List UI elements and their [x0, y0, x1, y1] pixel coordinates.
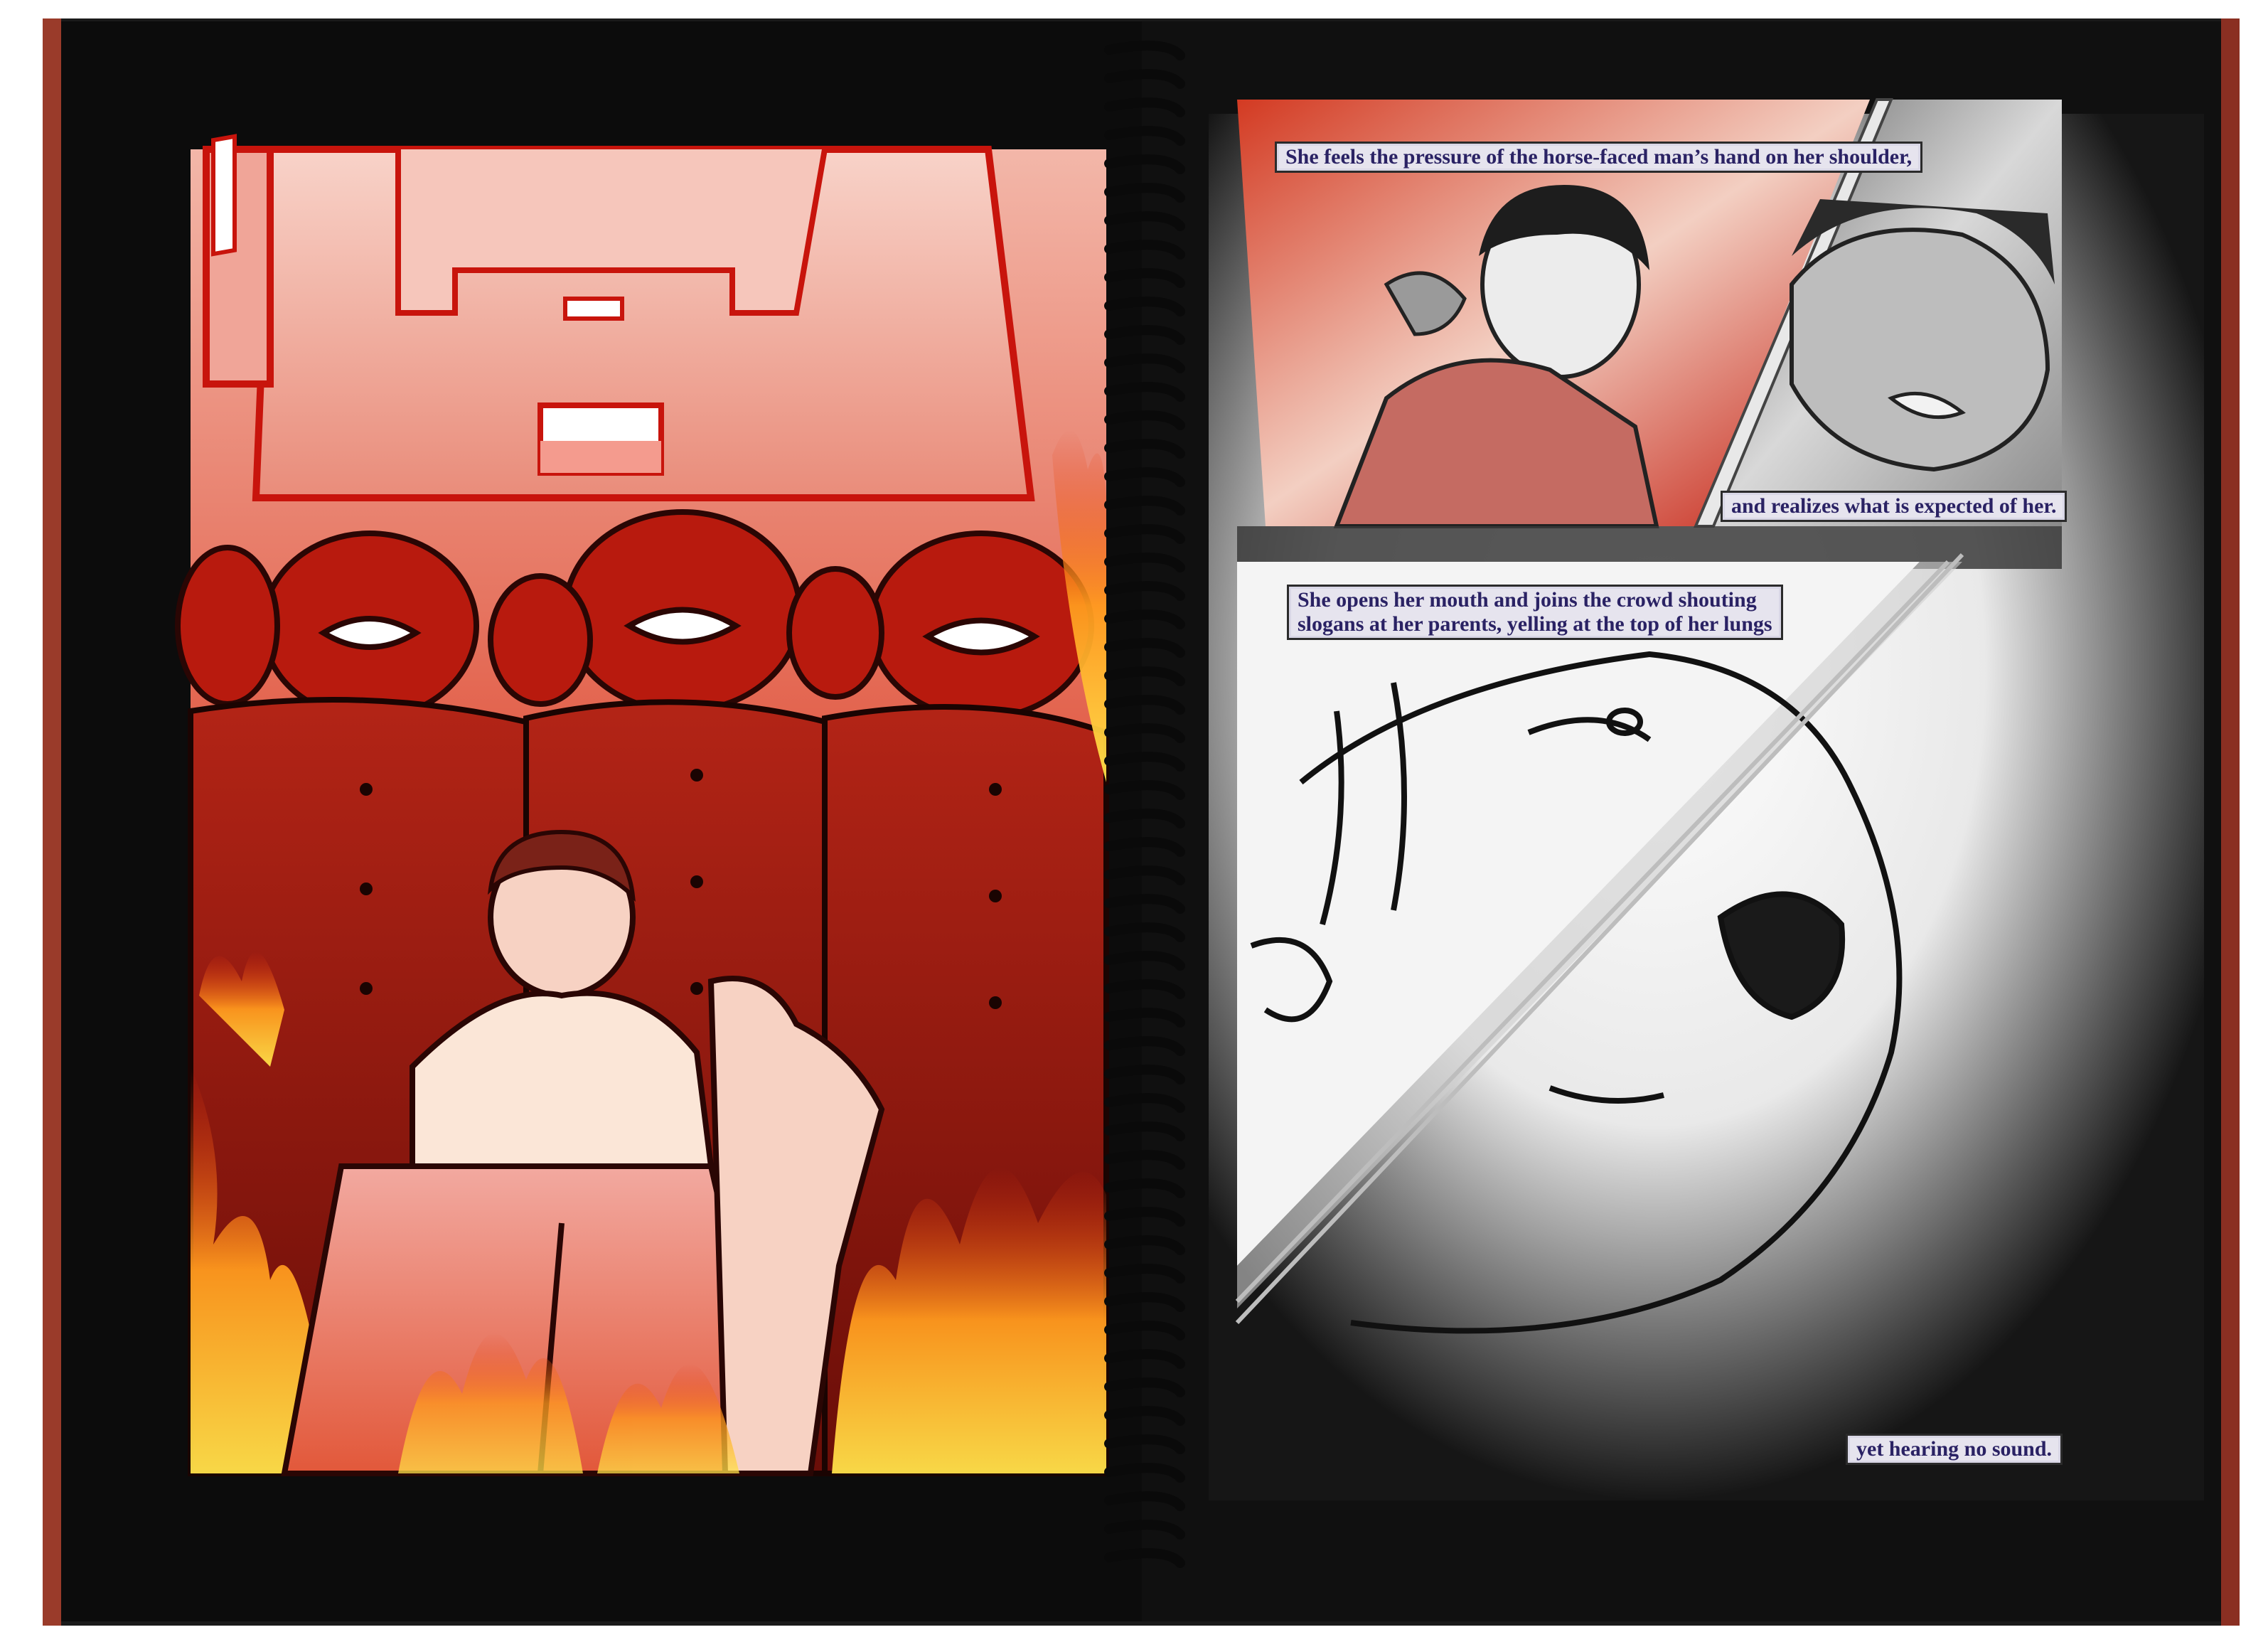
- caption-line-2: slogans at her parents, yelling at the top of her lungs: [1298, 612, 1772, 636]
- page-stack-right: [2221, 18, 2240, 1626]
- caption-line-1: She opens her mouth and joins the crowd shouting: [1298, 588, 1757, 612]
- caption-no-sound: [1846, 1434, 2063, 1465]
- caption-text: and realizes what is expected of her.: [1731, 494, 2057, 518]
- right-illustration: [1209, 100, 2204, 1500]
- page-stack-left: [43, 18, 61, 1626]
- caption-shoulder: [1275, 142, 1922, 173]
- caption-expected: [1721, 491, 2067, 522]
- caption-text: She feels the pressure of the horse-faced man’s hand on her shoulder,: [1285, 145, 1913, 169]
- left-illustration: [178, 137, 1106, 1473]
- caption-text: yet hearing no sound.: [1856, 1437, 2053, 1461]
- caption-shouting: [1287, 585, 1783, 640]
